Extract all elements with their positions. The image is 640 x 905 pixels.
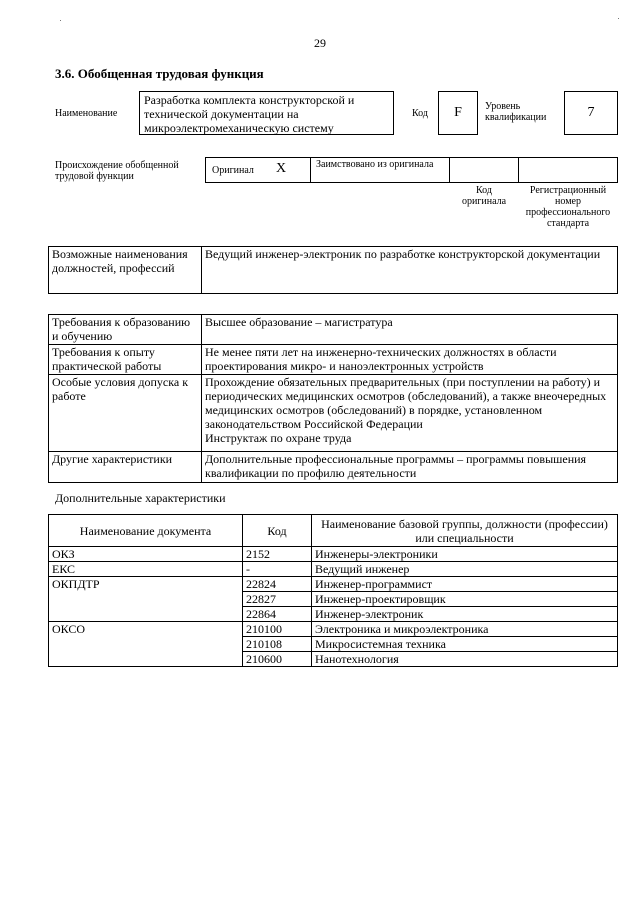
- table-row: [49, 345, 618, 375]
- doc-cell: ЕКС: [49, 562, 243, 577]
- requirement-label: Другие характеристики: [49, 452, 202, 483]
- page-number: 29: [314, 36, 326, 50]
- table-row: [49, 452, 618, 483]
- table-header-row: [49, 515, 618, 547]
- name-cell: Инженер-электроник: [312, 607, 618, 622]
- code-cell: 22864: [243, 607, 312, 622]
- requirement-value-cell: [202, 375, 618, 452]
- requirement-value: Прохождение обязательных предварительных (при поступлении на работу) и периодических медицинских осмотров (обследований), а также внеочередных медицинских осмотров (обследований) в порядке, установленном законодательством Российской Федерации: [205, 375, 607, 431]
- table-row: [49, 562, 618, 577]
- level-label: Уровень квалификации: [485, 101, 547, 123]
- code-label: Код: [412, 108, 428, 119]
- code-value: F: [454, 105, 462, 120]
- code-cell: -: [243, 562, 312, 577]
- code-cell: 22824: [243, 577, 312, 592]
- table-row: [49, 622, 618, 637]
- requirement-value: Не менее пяти лет на инженерно-технических должностях в области проектирования микро- и наноэлектронных устройств: [202, 345, 618, 375]
- code-cell: 22827: [243, 592, 312, 607]
- doc-cell: ОКПДТР: [49, 577, 243, 622]
- table-row: [49, 577, 618, 592]
- table-row: [49, 547, 618, 562]
- code-value-box: [438, 91, 478, 135]
- requirement-label: Особые условия допуска к работе: [49, 375, 202, 452]
- reg-number-caption: Регистрационный номер профессионального стандарта: [525, 185, 611, 229]
- original-label: Оригинал: [212, 165, 254, 176]
- table-row: [49, 315, 618, 345]
- header-name: Наименование базовой группы, должности (профессии) или специальности: [312, 515, 618, 547]
- level-value: 7: [587, 105, 595, 120]
- original-mark: X: [276, 161, 287, 176]
- additional-table: [48, 514, 618, 667]
- positions-value: Ведущий инженер-электроник по разработке конструкторской документации: [202, 247, 618, 294]
- requirements-table: [48, 314, 618, 483]
- name-cell: Микросистемная техника: [312, 637, 618, 652]
- requirement-label: Требования к образованию и обучению: [49, 315, 202, 345]
- name-cell: Ведущий инженер: [312, 562, 618, 577]
- name-value: Разработка комплекта конструкторской и технической документации на микроэлектромеханическую систему: [144, 93, 355, 135]
- requirement-value: Дополнительные профессиональные программы – программы повышения квалификации по профилю деятельности: [202, 452, 618, 483]
- code-cell: 210108: [243, 637, 312, 652]
- doc-cell: ОКСО: [49, 622, 243, 667]
- origin-label: Происхождение обобщенной трудовой функции: [55, 160, 179, 182]
- name-cell: Инженер-проектировщик: [312, 592, 618, 607]
- name-cell: Электроника и микроэлектроника: [312, 622, 618, 637]
- name-value-box: [139, 91, 394, 135]
- code-cell: 210100: [243, 622, 312, 637]
- name-cell: Инженер-программист: [312, 577, 618, 592]
- origin-box: [205, 157, 618, 183]
- code-original-caption: Код оригинала: [461, 185, 507, 207]
- positions-table: [48, 246, 618, 294]
- borrowed-label: Заимствовано из оригинала: [316, 159, 434, 170]
- header-doc: Наименование документа: [49, 515, 243, 547]
- section-title: 3.6. Обобщенная трудовая функция: [55, 66, 264, 81]
- code-cell: 210600: [243, 652, 312, 667]
- requirement-value: Высшее образование – магистратура: [202, 315, 618, 345]
- requirement-label: Требования к опыту практической работы: [49, 345, 202, 375]
- header-code: Код: [243, 515, 312, 547]
- name-label: Наименование: [55, 108, 118, 119]
- level-value-box: [564, 91, 618, 135]
- requirement-value-extra: Инструктаж по охране труда: [205, 431, 352, 445]
- positions-label: Возможные наименования должностей, профессий: [49, 247, 202, 294]
- table-row: [49, 375, 618, 452]
- additional-title: Дополнительные характеристики: [55, 491, 226, 505]
- code-cell: 2152: [243, 547, 312, 562]
- name-cell: Инженеры-электроники: [312, 547, 618, 562]
- doc-cell: ОКЗ: [49, 547, 243, 562]
- name-cell: Нанотехнология: [312, 652, 618, 667]
